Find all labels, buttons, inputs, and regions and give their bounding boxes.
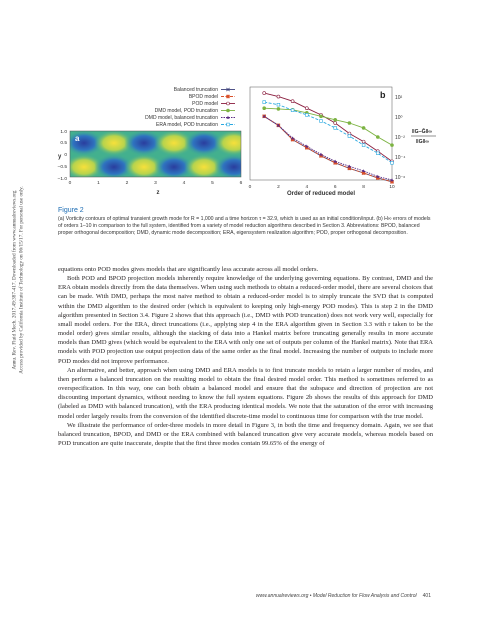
y-tick-label: 10⁻⁶ xyxy=(395,175,406,181)
paragraph: Both POD and BPOD projection models inherently require knowledge of the underlying governing equations. By contrast, DMD and the ERA obtain models directly from the data themselves. When using such methods to obtain a reduced-order model, there are several choices that can be made. With DMD, perhaps the most naive method to obtain a reduced-order model is to simply truncate the SVD that is computed within the DMD algorithm to the desired order (which is equivalent to keeping only high-energy POD modes). This is step 2 in the DMD algorithm presented in Section 3.4. Figure 2 shows that this approach (i.e., DMD with POD truncation) does not work very well, especially for small model orders. For the ERA, direct truncations (i.e., applying step 4 in the ERA algorithm given in Section 3.3 with r taken to be the model order) gives similar results, although the stacking of data into a Hankel matrix before truncating generally results in more accurate models than DMD gives (which would be equivalent to the ERA with only one set of outputs per column of the Hankel matrix). Note that ERA models with POD projection use output projection data of the same order as the final model. Increasing the number of outputs to include more POD modes did not improve performance. xyxy=(58,275,433,365)
panel-b-ylabel-numerator: ‖G−Ĝ‖∞ xyxy=(412,129,432,135)
data-point xyxy=(277,103,280,106)
y-tick-label: −1.0 xyxy=(57,177,67,182)
body-text xyxy=(58,265,433,448)
legend-label: DMD model, balanced truncation xyxy=(145,115,218,121)
legend-label: DMD model, POD truncation xyxy=(154,108,218,114)
data-point xyxy=(391,161,394,164)
data-point xyxy=(263,101,266,104)
x-tick-label: 0 xyxy=(68,181,72,186)
y-tick-label: 1.0 xyxy=(60,130,67,135)
series-line xyxy=(264,93,392,161)
legend-label: BPOD model xyxy=(188,94,218,100)
legend-label: ERA model, POD truncation xyxy=(156,122,218,128)
data-point xyxy=(320,115,323,118)
sidebar-line-2: Access provided by California Institute of Technology on 06/15/17. For personal use only. xyxy=(18,186,24,374)
panel-b-frame xyxy=(250,87,392,180)
data-point xyxy=(362,126,365,129)
panel-b xyxy=(249,87,436,197)
data-point xyxy=(334,118,337,121)
panel-b-xlabel: Order of reduced model xyxy=(286,191,356,197)
page-number: 401 xyxy=(422,593,431,599)
x-tick-label: 10 xyxy=(389,185,395,190)
series-line xyxy=(264,116,392,181)
data-point xyxy=(391,144,394,147)
data-point xyxy=(291,109,294,112)
x-tick-label: 5 xyxy=(211,181,214,186)
panel-b-series xyxy=(263,92,394,184)
legend-marker xyxy=(227,109,230,112)
legend-label: Balanced truncation xyxy=(173,87,218,93)
panel-b-ylabel-denominator: ‖G‖∞ xyxy=(416,139,429,145)
y-tick-label: 10⁻⁴ xyxy=(395,155,406,161)
data-point xyxy=(277,107,280,110)
footer-title: Model Reduction for Flow Analysis and Control xyxy=(312,593,417,599)
data-point xyxy=(263,92,266,95)
data-point xyxy=(334,122,337,125)
y-tick-label: 10⁻² xyxy=(395,135,405,141)
series-line xyxy=(264,102,392,163)
data-point xyxy=(305,107,308,110)
data-point xyxy=(277,95,280,98)
x-tick-label: 4 xyxy=(305,185,309,190)
panel-a-letter: a xyxy=(75,134,80,143)
data-point xyxy=(291,100,294,103)
panel-a xyxy=(58,129,254,196)
figure-caption: (a) Vorticity contours of optimal transient growth mode for R = 1,000 and a time horizon τ = 32.9, which is used as an initial condition/input. (b) H∞ errors of models of orders 1–10 in comparison to the full system, identified from a variety of model reduction algorithms described in Section 3. Abbreviations: BPOD, balanced proper orthogonal decomposition; DMD, dynamic mode decomposition; ERA, eigensystem realization algorithm; POD, proper orthogonal decomposition. xyxy=(58,216,431,237)
figure-label: Figure 2 xyxy=(58,207,84,214)
footer-separator: • xyxy=(308,593,313,599)
data-point xyxy=(320,120,323,123)
paragraph: An alternative, and better, approach when using DMD and ERA models is to first truncate models to retain a larger number of modes, and then perform a balanced truncation on the resulting model to obtain the final desired model order. This method is sometimes referred to as overspecification. In this way, one can both obtain a balanced model and ensure that the subspace and direction of projection are not discounting important dynamics, without needing to know the full system equations. Figure 2b shows the results of this approach for DMD (labeled as DMD with balanced truncation), with the ERA producing identical models. We note that the saturation of the error with increasing model order largely results from the conversion of the identified discrete-time model to continuous time for comparison with the true model. xyxy=(58,366,433,420)
footer-url: www.annualreviews.org xyxy=(255,593,309,599)
y-tick-label: 0.5 xyxy=(60,141,67,146)
x-tick-label: 8 xyxy=(362,185,365,190)
x-tick-label: 2 xyxy=(125,181,129,186)
data-point xyxy=(305,113,308,116)
x-tick-label: 3 xyxy=(154,181,157,186)
sidebar-line-1: Annu. Rev. Fluid Mech. 2017.49:387-417. Downloaded from www.annualreviews.org xyxy=(11,190,18,370)
legend-marker xyxy=(227,95,230,98)
page-footer xyxy=(256,593,431,599)
data-point xyxy=(334,127,337,130)
x-tick-label: 1 xyxy=(97,181,100,186)
y-tick-label: 0 xyxy=(64,153,67,158)
sidebar-download-notice xyxy=(3,175,33,385)
legend-marker xyxy=(227,123,230,126)
data-point xyxy=(362,140,365,143)
data-point xyxy=(263,107,266,110)
x-tick-label: 6 xyxy=(239,181,243,186)
data-point xyxy=(376,152,379,155)
figure-2 xyxy=(0,0,485,200)
y-tick-label: 10⁰ xyxy=(395,115,403,121)
legend xyxy=(145,87,235,128)
paragraph: equations onto POD modes gives models that are significantly less accurate across all model orders. xyxy=(58,266,319,273)
panel-a-ylabel: y xyxy=(58,154,62,160)
panel-b-letter: b xyxy=(380,90,386,100)
legend-label: POD model xyxy=(192,101,218,107)
series-line xyxy=(264,108,392,145)
x-tick-label: 4 xyxy=(182,181,186,186)
data-point xyxy=(348,135,351,138)
panel-a-xlabel: z xyxy=(156,190,160,196)
data-point xyxy=(362,144,365,147)
paragraph: We illustrate the performance of order-three models in more detail in Figure 3, in both the time and frequency domain. Again, we see that balanced truncation, BPOD, and DMD or the ERA combined with balanced truncation give very accurate models, whereas models based on POD truncation are quite inaccurate, despite that the first three modes contain 99.65% of the energy of xyxy=(58,421,433,447)
panel-b-xticks xyxy=(249,184,395,190)
y-tick-label: −0.5 xyxy=(57,165,67,170)
x-tick-label: 2 xyxy=(277,185,280,190)
series-line xyxy=(264,116,392,181)
x-tick-label: 6 xyxy=(333,185,337,190)
y-tick-label: 10² xyxy=(395,95,403,101)
data-point xyxy=(348,122,351,125)
x-tick-label: 0 xyxy=(248,185,252,190)
data-point xyxy=(376,135,379,138)
legend-marker xyxy=(227,102,230,105)
